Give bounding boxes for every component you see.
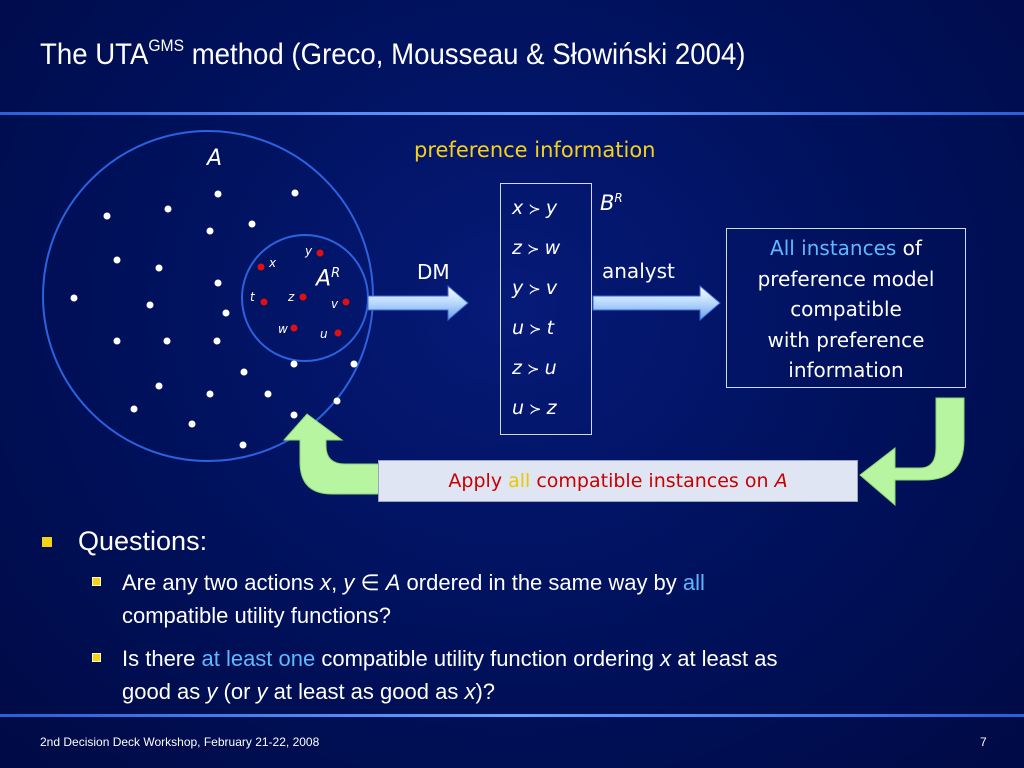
point-label-y: y (305, 244, 313, 258)
question-2: Is there at least one compatible utility function ordering x at least as good as y (or y at least as good as x)? (122, 646, 778, 704)
page-number: 7 (980, 735, 987, 749)
set-a-label: A (207, 146, 223, 171)
preference-row: y ≻ v (512, 277, 558, 299)
compatible-instances-box: All instances of preference model compatible with preference information (726, 228, 966, 388)
set-a-circle (43, 131, 373, 461)
analyst-label: analyst (602, 259, 675, 283)
preference-information-label: preference information (414, 138, 656, 162)
bullet-marker (92, 577, 101, 586)
analyst-arrow (593, 286, 720, 320)
bullet-marker (42, 537, 52, 547)
bullet-marker (92, 653, 101, 662)
apply-arrow (284, 414, 380, 494)
footer-text: 2nd Decision Deck Workshop, February 21-22, 2008 (40, 735, 320, 749)
dm-arrow (368, 286, 468, 320)
page-title: The $UTA^{GMS}$ method (Greco, Mousseau & Słowiński 2004) (40, 36, 746, 71)
set-ar-label: $A^R$ (316, 266, 341, 292)
point-label-x: x (269, 256, 277, 270)
point-label-v: v (331, 297, 339, 311)
dm-label: DM (417, 260, 450, 284)
preference-row: u ≻ t (512, 317, 555, 339)
questions-heading: Questions: (78, 526, 208, 556)
apply-instances-box: Apply all compatible instances on A (378, 460, 858, 502)
point-label-u: u (320, 327, 328, 341)
set-a-points (71, 190, 358, 449)
preference-row: u ≻ z (512, 397, 557, 419)
question-1: Are any two actions x, y ∈ A ordered in the same way by all compatible utility functions? (122, 570, 705, 628)
point-label-t: t (250, 290, 255, 304)
point-label-w: w (278, 322, 288, 336)
result-return-arrow (860, 398, 964, 505)
br-label: $B^R$ (600, 191, 623, 215)
preference-row: z ≻ w (512, 237, 561, 259)
footer-divider (0, 714, 1024, 717)
point-label-z: z (288, 290, 295, 304)
preference-row: x ≻ y (512, 197, 558, 219)
preference-row: z ≻ u (512, 357, 557, 379)
